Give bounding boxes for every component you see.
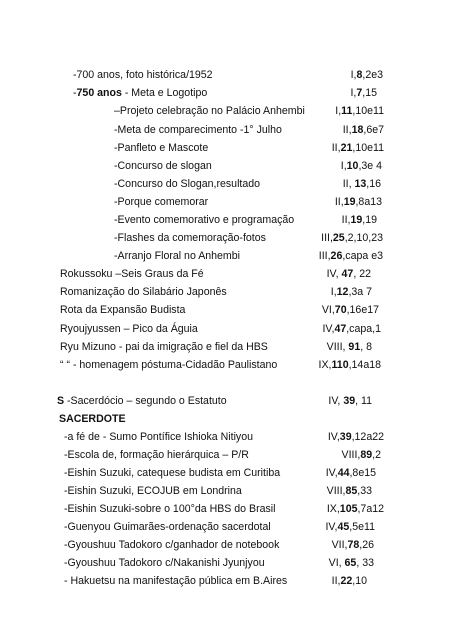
entry-reference-part: II, — [342, 178, 355, 190]
entry-reference-part: ,2 — [372, 449, 381, 461]
entry-reference-part: II, — [342, 124, 352, 136]
entry-reference-part: II, — [331, 142, 341, 154]
entry-reference — [331, 285, 372, 300]
entry-reference-part: III, — [321, 232, 333, 244]
index-entry — [0, 159, 382, 174]
entry-title — [114, 231, 266, 246]
index-entry — [0, 538, 374, 553]
entry-title-part: -Gyoushuu Tadokoro c/Nakanishi Jyunjyou — [64, 557, 265, 569]
index-entry — [0, 574, 367, 589]
index-entry — [0, 430, 384, 445]
entry-title-part: Ryu Mizuno - pai da imigração e fiel da HBS — [60, 341, 268, 353]
entry-reference — [327, 340, 372, 355]
entry-reference — [332, 574, 367, 589]
entry-title — [114, 104, 305, 119]
entry-reference-part: 22 — [340, 575, 353, 587]
entry-title-part: -Escola de, formação hierárquica – P/R — [64, 449, 249, 461]
entry-title — [60, 358, 277, 373]
index-entry — [0, 123, 384, 138]
entry-title-part: -Guenyou Guimarães-ordenação sacerdotal — [64, 521, 271, 533]
entry-title — [114, 159, 212, 174]
entry-reference-part: 19 — [350, 214, 363, 226]
entry-reference-part: ,7a12 — [357, 503, 384, 515]
entry-title-part: - Hakuetsu na manifestação pública em B.Aires — [64, 575, 288, 587]
index-entry — [0, 394, 372, 409]
entry-title-part: -Eishin Suzuki-sobre o 100°da HBS do Brasil — [64, 503, 276, 515]
entry-reference — [335, 195, 382, 210]
entry-reference-part: VIII, — [326, 485, 346, 497]
entry-title-part: SACERDOTE — [59, 413, 126, 425]
index-entry — [0, 520, 375, 535]
entry-reference-part: ,14a18 — [348, 359, 381, 371]
entry-title-part: -Panfleto e Mascote — [114, 142, 209, 154]
entry-title-part: - — [73, 87, 77, 99]
entry-title — [60, 340, 268, 355]
entry-reference — [342, 213, 377, 228]
index-entry — [0, 484, 372, 499]
index-entry — [0, 448, 381, 463]
index-entry — [0, 68, 383, 83]
entry-reference-part: IX, — [326, 503, 340, 515]
entry-reference-part: VII, — [331, 539, 348, 551]
entry-reference — [327, 502, 384, 517]
entry-reference-part: 39 — [343, 395, 356, 407]
entry-title — [64, 466, 280, 481]
entry-reference-part: 44 — [337, 467, 350, 479]
entry-reference-part: ,3e 4 — [358, 160, 382, 172]
entry-title — [64, 538, 279, 553]
entry-reference-part: ,2e3 — [362, 69, 383, 81]
entry-reference-part: I, — [350, 87, 357, 99]
entry-title — [64, 520, 271, 535]
entry-reference-part: , 11 — [355, 395, 372, 407]
entry-reference-part: IV, — [322, 323, 335, 335]
entry-title-part: -Meta de comparecimento -1° Julho — [114, 124, 282, 136]
entry-reference — [325, 520, 375, 535]
entry-reference — [322, 303, 379, 318]
index-entry — [0, 249, 383, 264]
entry-reference — [350, 86, 377, 101]
entry-title — [73, 68, 213, 83]
entry-title-part: -Porque comemorar — [114, 196, 209, 208]
entry-title-part: -Eishin Suzuki, catequese budista em Curitiba — [64, 467, 281, 479]
entry-reference-part: 89 — [360, 449, 373, 461]
entry-reference — [326, 466, 376, 481]
entry-reference-part: ,capa,1 — [346, 323, 381, 335]
entry-reference-part: IV, — [325, 521, 338, 533]
entry-title-part: -Flashes da comemoração-fotos — [114, 232, 266, 244]
entry-title-part: 750 anos — [76, 87, 122, 99]
entry-reference-part: 18 — [351, 124, 364, 136]
entry-title — [60, 322, 198, 337]
entry-reference — [335, 104, 384, 119]
entry-reference-part: , 8 — [360, 341, 372, 353]
index-entry — [0, 285, 372, 300]
entry-reference-part: 25 — [332, 232, 345, 244]
entry-title-part: - Meta e Logotipo — [121, 87, 208, 99]
entry-reference-part: I, — [340, 160, 347, 172]
entry-title-part: Romanização do Silabário Japonês — [60, 286, 227, 298]
entry-reference-part: IV, — [327, 431, 340, 443]
entry-title-part: -Concurso de slogan — [114, 160, 212, 172]
entry-title — [64, 430, 253, 445]
index-entry — [0, 556, 374, 571]
entry-title — [64, 574, 287, 589]
index-entry — [0, 141, 384, 156]
entry-reference-part: ,2,10,23 — [344, 232, 383, 244]
entry-reference — [343, 123, 384, 138]
entry-title — [64, 484, 242, 499]
entry-reference-part: 65 — [344, 557, 357, 569]
index-entry — [0, 267, 371, 282]
index-entry — [0, 466, 376, 481]
entry-reference-part: 39 — [339, 431, 352, 443]
entry-reference-part: ,3a 7 — [348, 286, 372, 298]
entry-title — [114, 141, 208, 156]
entry-title — [114, 177, 260, 192]
entry-title-part: -Arranjo Floral no Anhembi — [114, 250, 241, 262]
entry-reference-part: VI, — [321, 304, 335, 316]
entry-title-part: Ryoujyussen – Pico da Águia — [60, 323, 198, 335]
entry-reference-part: ,16e17 — [346, 304, 379, 316]
entry-reference-part: 8 — [356, 69, 363, 81]
index-entry — [0, 303, 379, 318]
entry-reference-part: II, — [331, 575, 341, 587]
entry-title-part: -a fé de - Sumo Pontífice Ishioka Nitiyou — [64, 431, 254, 443]
entry-title — [64, 556, 265, 571]
entry-reference-part: VIII, — [341, 449, 361, 461]
index-entry — [0, 502, 384, 517]
entry-reference — [321, 231, 383, 246]
entry-reference-part: ,10e11 — [352, 105, 384, 117]
entry-title-part: -Concurso do Slogan,resultado — [114, 178, 261, 190]
entry-reference-part: ,5e11 — [349, 521, 375, 533]
entry-reference — [332, 141, 384, 156]
entry-reference-part: III, — [318, 250, 331, 262]
entry-reference-part: ,6e7 — [363, 124, 384, 136]
entry-reference — [328, 430, 384, 445]
entry-reference-part: ,capa e3 — [342, 250, 383, 262]
entry-title — [73, 86, 207, 101]
entry-reference-part: VIII, — [326, 341, 349, 353]
index-entry — [0, 322, 381, 337]
entry-title-part: “ “ - homenagem póstuma-Cidadão Paulistano — [60, 359, 278, 371]
entry-title — [60, 303, 185, 318]
entry-reference-part: , 33 — [356, 557, 374, 569]
entry-reference-part: 13 — [354, 178, 367, 190]
entry-reference-part: IV, — [326, 268, 342, 280]
entry-title — [60, 285, 227, 300]
entry-reference-part: 110 — [331, 359, 349, 371]
index-entry — [0, 86, 377, 101]
index-entry — [0, 195, 382, 210]
entry-reference-part: ,16 — [366, 178, 381, 190]
entry-reference — [329, 556, 374, 571]
entry-reference-part: I, — [330, 286, 337, 298]
entry-reference-part: ,33 — [357, 485, 372, 497]
entry-title-part: -Sacerdócio – segundo o Estatuto — [64, 395, 227, 407]
entry-reference-part: 105 — [339, 503, 358, 515]
entry-title-part: Rota da Expansão Budista — [60, 304, 186, 316]
index-entry — [0, 340, 372, 355]
entry-reference-part: ,19 — [362, 214, 377, 226]
entry-reference-part: I, — [335, 105, 342, 117]
index-entry — [0, 358, 381, 373]
entry-reference-part: ,10e11 — [352, 142, 384, 154]
entry-reference-part: ,8e15 — [349, 467, 376, 479]
entry-reference-part: ,10 — [352, 575, 367, 587]
entry-reference-part: IV, — [328, 395, 344, 407]
entry-reference — [319, 358, 381, 373]
entry-reference-part: 85 — [345, 485, 358, 497]
entry-reference-part: 70 — [334, 304, 347, 316]
entry-reference-part: 91 — [348, 341, 361, 353]
entry-title — [60, 267, 204, 282]
entry-reference — [351, 68, 383, 83]
index-entry — [0, 412, 452, 427]
entry-title — [64, 448, 249, 463]
entry-reference-part: IX, — [318, 359, 332, 371]
entry-reference-part: ,15 — [362, 87, 377, 99]
entry-title-part: Rokussoku –Seis Graus da Fé — [60, 268, 204, 280]
entry-reference — [319, 249, 383, 264]
entry-title — [114, 213, 294, 228]
entry-title-part: -Gyoushuu Tadokoro c/ganhador de notebook — [64, 539, 280, 551]
entry-reference-part: I, — [350, 69, 357, 81]
entry-reference — [343, 177, 381, 192]
entry-reference-part: 78 — [347, 539, 360, 551]
entry-reference-part: 26 — [330, 250, 343, 262]
entry-reference — [327, 267, 371, 282]
entry-title — [114, 249, 240, 264]
entry-reference-part: 21 — [340, 142, 353, 154]
entry-title-part: S — [57, 395, 65, 407]
entry-reference-part: 10 — [346, 160, 359, 172]
entry-reference-part: ,26 — [359, 539, 374, 551]
entry-reference-part: 12 — [336, 286, 349, 298]
entry-title — [114, 123, 282, 138]
entry-reference-part: II, — [334, 196, 344, 208]
entry-reference-part: 47 — [341, 268, 354, 280]
entry-reference — [322, 322, 381, 337]
entry-reference — [342, 448, 381, 463]
entry-title — [114, 195, 208, 210]
entry-title — [57, 394, 227, 409]
entry-reference — [328, 394, 372, 409]
entry-title-part: –Projeto celebração no Palácio Anhembi — [114, 105, 305, 117]
index-entry — [0, 213, 377, 228]
entry-reference-part: 7 — [356, 87, 363, 99]
entry-reference-part: VI, — [328, 557, 345, 569]
entry-reference-part: , 22 — [353, 268, 371, 280]
entry-title — [59, 412, 126, 427]
entry-reference-part: ,8a13 — [355, 196, 382, 208]
index-entry — [0, 231, 383, 246]
entry-reference-part: 45 — [337, 521, 350, 533]
entry-title-part: -Eishin Suzuki, ECOJUB em Londrina — [64, 485, 242, 497]
entry-reference-part: IV, — [325, 467, 338, 479]
entry-reference — [332, 538, 374, 553]
entry-reference-part: 47 — [334, 323, 347, 335]
entry-reference — [341, 159, 382, 174]
entry-reference-part: II, — [341, 214, 351, 226]
entry-reference-part: ,12a22 — [351, 431, 384, 443]
entry-title-part: -700 anos, foto histórica/1952 — [73, 69, 213, 81]
entry-title — [64, 502, 276, 517]
index-entry — [0, 104, 384, 119]
entry-reference — [327, 484, 372, 499]
entry-title-part: -Evento comemorativo e programação — [114, 214, 295, 226]
entry-reference-part: 19 — [343, 196, 356, 208]
index-entry — [0, 177, 381, 192]
entry-reference-part: 11 — [341, 105, 353, 117]
